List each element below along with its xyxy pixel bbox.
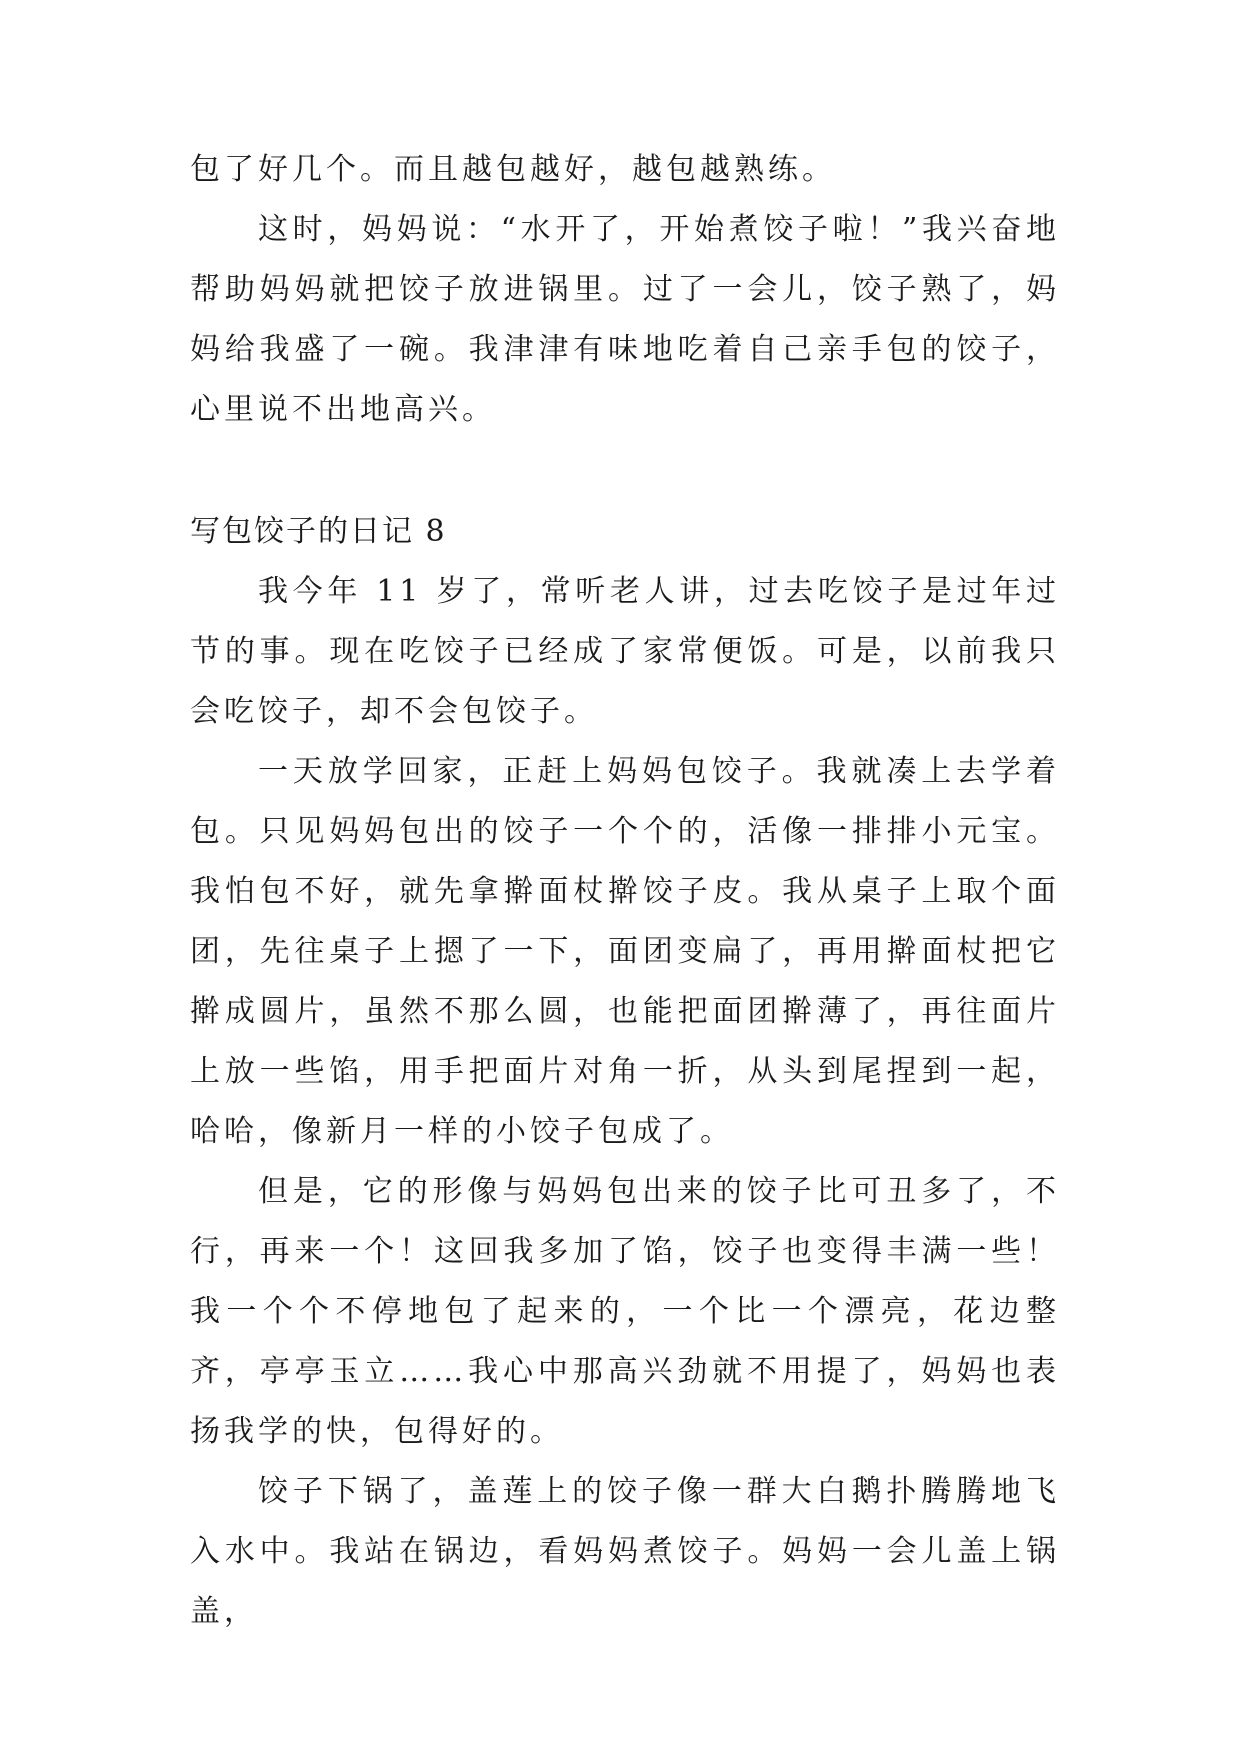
diary-body [190,562,1060,1642]
paragraph-intro: 我今年 11 岁了，常听老人讲，过去吃饺子是过年过节的事。现在吃饺子已经成了家常便饭。可是，以前我只会吃饺子，却不会包饺子。 [190,574,1060,729]
paragraph-learning: 一天放学回家，正赶上妈妈包饺子。我就凑上去学着包。只见妈妈包出的饺子一个个的，活像一排排小元宝。我怕包不好，就先拿擀面杖擀饺子皮。我从桌子上取个面团，先往桌子上摁了一下，面团变扁了，再用擀面杖把它擀成圆片，虽然不那么圆，也能把面团擀薄了，再往面片上放一些馅，用手把面片对角一折，从头到尾捏到一起，哈哈，像新月一样的小饺子包成了。 [190,754,1060,1149]
paragraph-improving: 但是，它的形像与妈妈包出来的饺子比可丑多了，不行，再来一个！这回我多加了馅，饺子也变得丰满一些！我一个个不停地包了起来的，一个比一个漂亮，花边整齐，亭亭玉立……我心中那高兴劲就不用提了，妈妈也表扬我学的快，包得好的。 [190,1174,1060,1449]
paragraph-continuation: 包了好几个。而且越包越好，越包越熟练。 [190,152,836,187]
top-section [190,140,1060,440]
paragraph-cooking: 饺子下锅了，盖莲上的饺子像一群大白鹅扑腾腾地飞入水中。我站在锅边，看妈妈煮饺子。妈妈一会儿盖上锅盖， [190,1474,1060,1629]
section-title: 写包饺子的日记 8 [190,514,447,549]
paragraph-boiling: 这时，妈妈说：“水开了，开始煮饺子啦！”我兴奋地帮助妈妈就把饺子放进锅里。过了一会儿，饺子熟了，妈妈给我盛了一碗。我津津有味地吃着自己亲手包的饺子，心里说不出地高兴。 [190,212,1060,427]
